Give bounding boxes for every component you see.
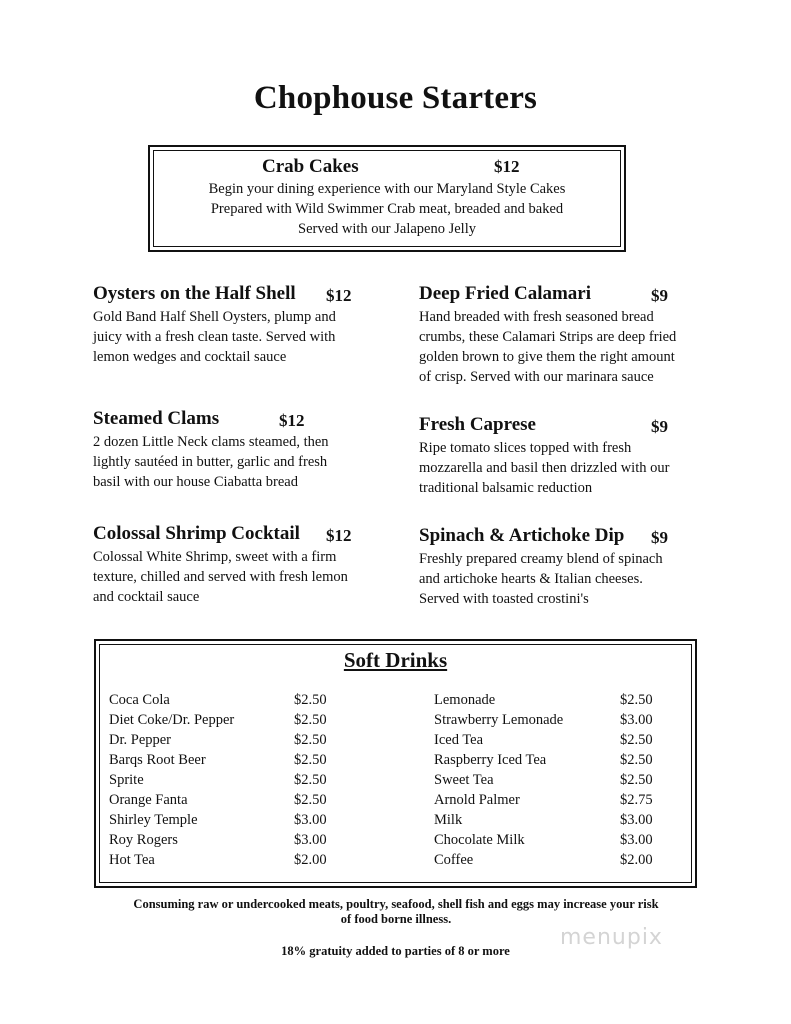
drink-price: $2.50 <box>620 772 653 788</box>
drink-price: $3.00 <box>620 812 653 828</box>
drink-price: $2.50 <box>294 732 327 748</box>
drink-name: Iced Tea <box>434 732 484 748</box>
drink-name: Roy Rogers <box>109 832 178 848</box>
menupix-watermark: menupix <box>560 925 663 950</box>
drink-name: Sprite <box>109 772 144 788</box>
drink-price: $3.00 <box>620 712 653 728</box>
drink-name: Dr. Pepper <box>109 732 172 748</box>
menu-item-description-line: lightly sautéed in butter, garlic and fresh <box>93 454 328 470</box>
menu-item-name: Fresh Caprese <box>419 414 536 435</box>
drink-price: $2.50 <box>294 772 327 788</box>
menu-item-description-line: of crisp. Served with our marinara sauce <box>419 369 654 385</box>
drink-row <box>109 830 329 850</box>
drink-name: Milk <box>434 812 463 828</box>
menu-item-name: Deep Fried Calamari <box>419 283 592 304</box>
featured-item-price: $12 <box>494 157 520 176</box>
drink-row <box>434 690 664 710</box>
featured-item-description-line: Begin your dining experience with our Maryland Style Cakes <box>208 181 566 197</box>
menu-item-description-line: Served with toasted crostini's <box>419 591 589 607</box>
menu-item-description-line: Colossal White Shrimp, sweet with a firm <box>93 549 337 565</box>
drink-name: Barqs Root Beer <box>109 752 206 768</box>
warning-line: Consuming raw or undercooked meats, poultry, seafood, shell fish and eggs may increase your risk <box>133 897 659 911</box>
menu-item-description-line: juicy with a fresh clean taste. Served with <box>93 329 336 345</box>
drink-name: Coffee <box>434 852 474 868</box>
drink-price: $3.00 <box>294 832 327 848</box>
drink-name: Chocolate Milk <box>434 832 525 848</box>
drink-name: Shirley Temple <box>109 812 198 828</box>
drink-row <box>434 810 664 830</box>
menu-item-price: $9 <box>651 286 668 305</box>
drink-name: Sweet Tea <box>434 772 494 788</box>
drink-price: $2.50 <box>620 732 653 748</box>
drink-row <box>434 730 664 750</box>
drink-row <box>109 790 329 810</box>
featured-item-description-line: Prepared with Wild Swimmer Crab meat, breaded and baked <box>210 201 564 217</box>
menu-item-description-line: and cocktail sauce <box>93 589 200 605</box>
page-title: Chophouse Starters <box>253 80 538 116</box>
drink-name: Strawberry Lemonade <box>434 712 564 728</box>
soft-drinks-right-column <box>434 690 664 870</box>
menu-item-price: $9 <box>651 528 668 547</box>
drink-price: $2.00 <box>620 852 653 868</box>
drink-row <box>109 690 329 710</box>
drink-row <box>434 750 664 770</box>
menu-item-name: Spinach & Artichoke Dip <box>419 525 625 546</box>
menu-item-description-line: and artichoke hearts & Italian cheeses. <box>419 571 643 587</box>
drink-price: $2.50 <box>620 752 653 768</box>
menu-item-name: Oysters on the Half Shell <box>93 283 296 304</box>
menu-item-description-line: lemon wedges and cocktail sauce <box>93 349 287 365</box>
menu-item-steamed-clams <box>93 408 383 492</box>
menu-item-description-line: basil with our house Ciabatta bread <box>93 474 298 490</box>
menu-item-price: $9 <box>651 417 668 436</box>
menu-item-description-line: Hand breaded with fresh seasoned bread <box>419 309 654 325</box>
food-safety-warning <box>90 897 702 927</box>
menu-item-description-line: crumbs, these Calamari Strips are deep fried <box>419 329 677 345</box>
menu-item-description-line: golden brown to give them the right amount <box>419 349 675 365</box>
soft-drinks-title: Soft Drinks <box>343 648 448 672</box>
drink-price: $2.50 <box>620 692 653 708</box>
gratuity-notice: 18% gratuity added to parties of 8 or more <box>281 944 510 958</box>
menu-item-description-line: texture, chilled and served with fresh lemon <box>93 569 348 585</box>
drink-name: Orange Fanta <box>109 792 188 808</box>
drink-name: Raspberry Iced Tea <box>434 752 547 768</box>
menu-item-description-line: 2 dozen Little Neck clams steamed, then <box>93 434 329 450</box>
drink-row <box>109 810 329 830</box>
menu-item-price: $12 <box>326 526 352 545</box>
featured-item-name: Crab Cakes <box>262 156 359 177</box>
menu-item-description-line: mozzarella and basil then drizzled with our <box>419 460 670 476</box>
drink-price: $2.75 <box>620 792 653 808</box>
drink-row <box>109 850 329 870</box>
drink-price: $3.00 <box>294 812 327 828</box>
drink-row <box>434 770 664 790</box>
drink-price: $2.50 <box>294 712 327 728</box>
drink-row <box>109 730 329 750</box>
drink-name: Lemonade <box>434 692 496 708</box>
menu-item-name: Colossal Shrimp Cocktail <box>93 523 300 544</box>
drink-row <box>434 830 664 850</box>
drink-row <box>109 710 329 730</box>
menu-item-description-line: Freshly prepared creamy blend of spinach <box>419 551 663 567</box>
drink-row <box>434 710 664 730</box>
drink-row <box>434 790 664 810</box>
drink-name: Coca Cola <box>109 692 170 708</box>
drink-price: $2.00 <box>294 852 327 868</box>
menu-item-description-line: Gold Band Half Shell Oysters, plump and <box>93 309 336 325</box>
drink-name: Hot Tea <box>109 852 155 868</box>
featured-item-description-line: Served with our Jalapeno Jelly <box>298 221 476 237</box>
drink-price: $2.50 <box>294 692 327 708</box>
drink-name: Diet Coke/Dr. Pepper <box>109 712 235 728</box>
drink-row <box>109 750 329 770</box>
drink-price: $3.00 <box>620 832 653 848</box>
drink-price: $2.50 <box>294 792 327 808</box>
drink-name: Arnold Palmer <box>434 792 520 808</box>
menu-item-description-line: Ripe tomato slices topped with fresh <box>419 440 632 456</box>
menu-item-price: $12 <box>326 286 352 305</box>
drink-price: $2.50 <box>294 752 327 768</box>
drink-row <box>109 770 329 790</box>
menu-item-name: Steamed Clams <box>93 408 220 429</box>
drink-row <box>434 850 664 870</box>
menu-item-price: $12 <box>279 411 305 430</box>
soft-drinks-left-column <box>109 690 329 870</box>
menu-item-description-line: traditional balsamic reduction <box>419 480 593 496</box>
warning-line: of food borne illness. <box>340 912 452 926</box>
